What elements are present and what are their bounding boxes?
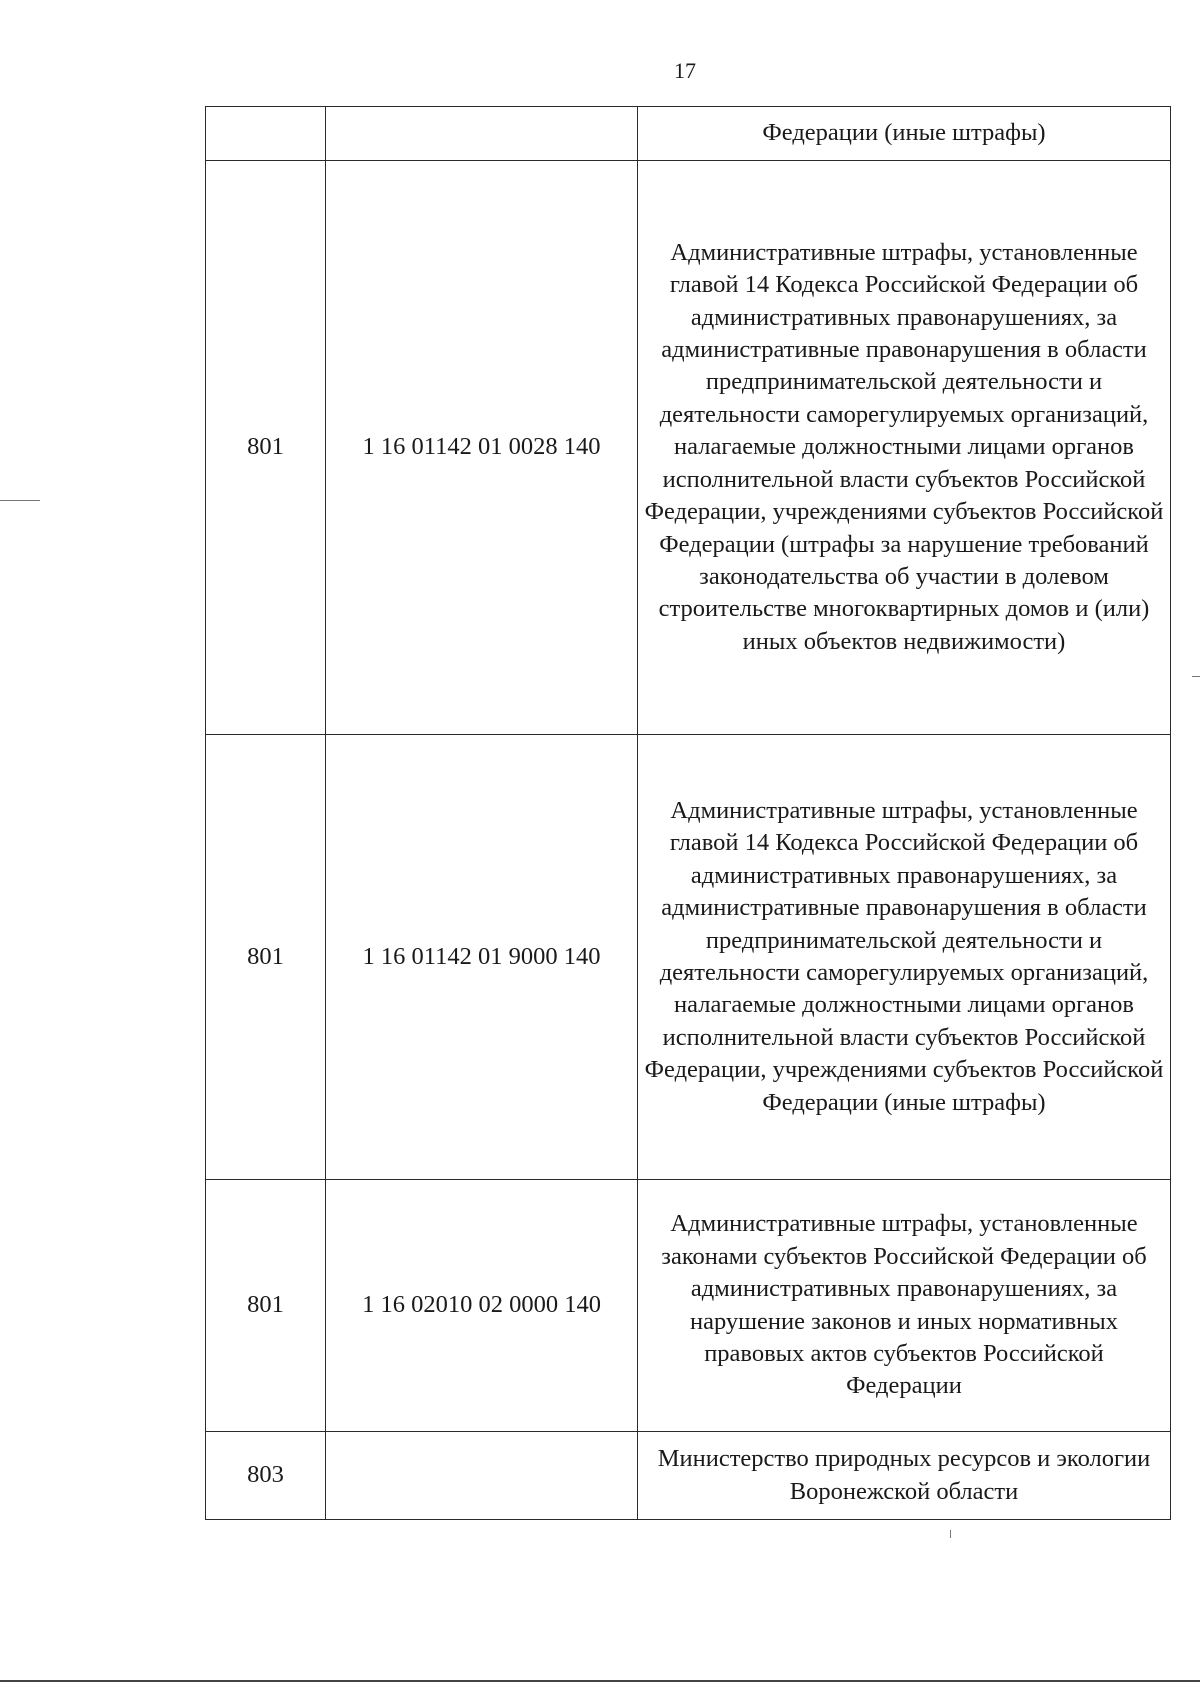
admin-code-cell: 801 xyxy=(206,1180,326,1432)
admin-code-cell: 803 xyxy=(206,1432,326,1520)
income-name-text: Федерации (иные штрафы) xyxy=(762,119,1046,147)
income-name-cell xyxy=(638,1432,1171,1520)
income-code-cell: 1 16 01142 01 0028 140 xyxy=(326,161,638,735)
page-number: 17 xyxy=(674,58,696,83)
income-name-cell xyxy=(638,107,1171,161)
income-name-cell xyxy=(638,1180,1171,1432)
scan-artifact xyxy=(1192,676,1200,677)
admin-code-cell: 801 xyxy=(206,735,326,1180)
admin-code-cell: 801 xyxy=(206,161,326,735)
income-code-cell: 1 16 01142 01 9000 140 xyxy=(326,735,638,1180)
table-row xyxy=(206,107,1171,161)
scan-artifact xyxy=(950,1530,951,1538)
income-code-cell xyxy=(326,107,638,161)
table-row xyxy=(206,1180,1171,1432)
income-code-cell xyxy=(326,1432,638,1520)
income-name-cell xyxy=(638,161,1171,735)
income-name-text: Административные штрафы, установленные главой 14 Кодекса Российской Федерации об административных правонарушениях, за административные правонарушения в области предпринимательской деятельности и деятельности саморегулируемых организаций, налагаемые должностными лицами органов исполнительной власти субъектов Российской Федерации, учреждениями субъектов Российской Федерации (иные штрафы) xyxy=(644,796,1164,1116)
income-code-cell: 1 16 02010 02 0000 140 xyxy=(326,1180,638,1432)
table-row xyxy=(206,161,1171,735)
income-name-text: Министерство природных ресурсов и экологии Воронежской области xyxy=(657,1445,1151,1505)
budget-income-table xyxy=(205,106,1171,1520)
admin-code-cell xyxy=(206,107,326,161)
scan-edge-line xyxy=(0,1680,1200,1682)
table-row xyxy=(206,1432,1171,1520)
scan-artifact xyxy=(0,500,40,501)
income-name-cell xyxy=(638,735,1171,1180)
income-name-text: Административные штрафы, установленные главой 14 Кодекса Российской Федерации об административных правонарушениях, за административные правонарушения в области предпринимательской деятельности и деятельности саморегулируемых организаций, налагаемые должностными лицами органов исполнительной власти субъектов Российской Федерации, учреждениями субъектов Российской Федерации (штрафы за нарушение требований законодательства об участии в долевом строительстве многоквартирных домов и (или) иных объектов недвижимости) xyxy=(644,238,1164,655)
table-row xyxy=(206,735,1171,1180)
income-name-text: Административные штрафы, установленные законами субъектов Российской Федерации об административных правонарушениях, за нарушение законов и иных нормативных правовых актов субъектов Российской Федерации xyxy=(661,1210,1147,1400)
